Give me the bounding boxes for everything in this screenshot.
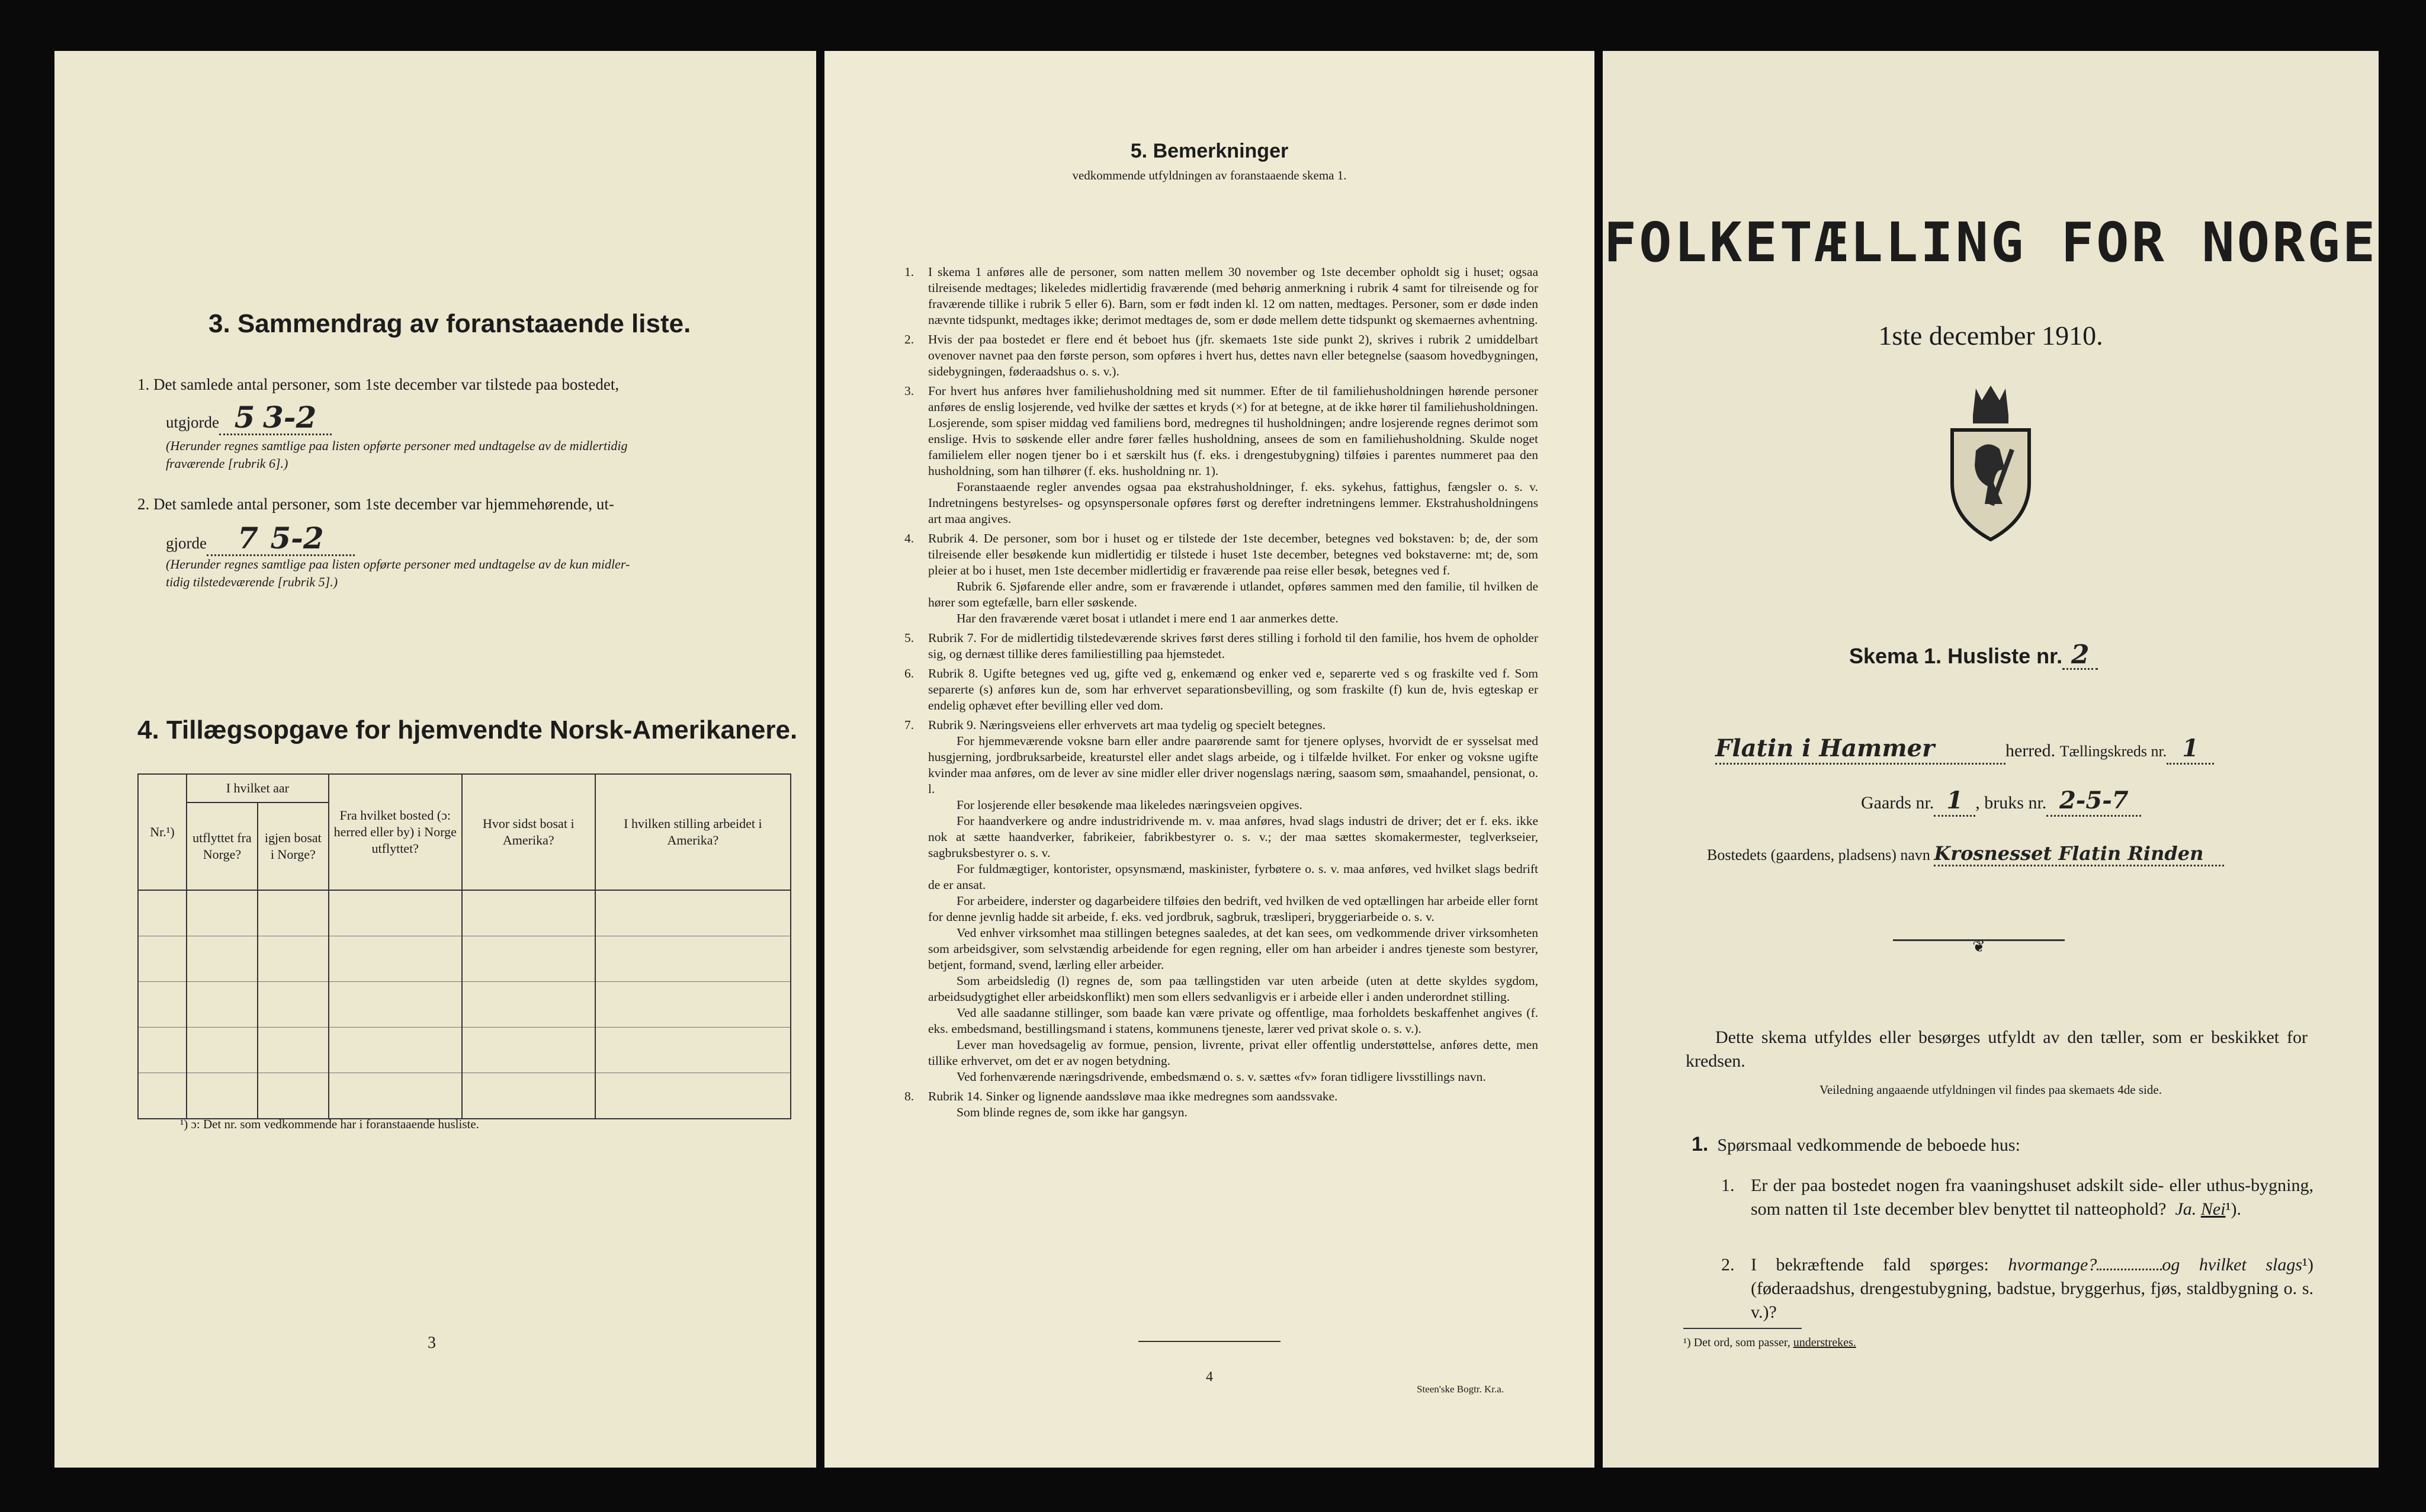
q1-note: (Herunder regnes samtlige paa listen opførte personer med undtagelse av de midlertidig fraværende [rubrik 6].)	[166, 438, 628, 471]
q2-value-field[interactable]: 7 5-2	[207, 527, 355, 556]
q1-value-field[interactable]: 5 3-2	[219, 406, 332, 435]
remark-paragraph: Foranstaaende regler anvendes ogsaa paa ekstrahusholdninger, f. eks. sykehus, fattighus, fængsler o. s. v. Indretningens bestyrelses- og opsynspersonale opføres først og derefter indretningens lemmer. Ekstrahusholdningens art maa angives.	[928, 480, 1538, 526]
remark-number: 8.	[904, 1089, 914, 1103]
remark-paragraph: Ved alle saadanne stillinger, som baade kan være private og offentlige, maa forholdets beskaffenhet angives (f. eks. embedsmand, bestillingsmand i statens, kommunens tjeneste, lærer ved privat skole o. s. v.).	[928, 1006, 1538, 1036]
bruks-field[interactable]: 2-5-7	[2046, 789, 2141, 817]
question-1: 1. Er der paa bostedet nogen fra vaaningshuset adskilt side- eller uthus-bygning, som natten til 1ste december blev benyttet til natteophold? Ja. Nei¹).	[1721, 1176, 2313, 1219]
page-3	[54, 51, 816, 1468]
main-title: FOLKETÆLLING FOR NORGE	[1603, 211, 2378, 274]
q2-answer-line	[166, 521, 355, 556]
col-nr: Nr.¹)	[138, 774, 187, 890]
bosted-line: Bostedets (gaardens, pladsens) navn Krosnesset Flatin Rinden	[1707, 842, 2224, 866]
col-group-aar: I hvilket aar	[187, 774, 329, 802]
remark-paragraph: For arbeidere, inderster og dagarbeidere tilføies den bedrift, ved hvilken de ved optællingen har arbeide eller fornt for denne jevnlig hadde sit arbeide, f. eks. ved jordbruk, sagbruk, træsliperi, bryggeriarbeide o. s. v.	[928, 894, 1538, 924]
page-4	[824, 51, 1594, 1468]
coat-of-arms-icon	[1940, 383, 2041, 542]
answer-nei[interactable]: Nei	[2200, 1199, 2226, 1219]
table-row	[138, 890, 791, 936]
footnote-divider	[1683, 1328, 1802, 1329]
remark-paragraph: Rubrik 6. Sjøfarende eller andre, som er fraværende i utlandet, opføres sammen med den familie, til hvilken de hører som egtefælle, barn eller søskende.	[928, 579, 1538, 609]
kreds-field[interactable]: 1	[2167, 737, 2214, 765]
hvormange-field[interactable]	[2097, 1269, 2162, 1270]
remark-paragraph: Ved forhenværende næringsdrivende, embedsmænd o. s. v. sættes «fv» foran tidligere livsstillings navn.	[957, 1070, 1486, 1084]
remark-number: 2.	[904, 332, 914, 346]
section-4-footnote: ¹) ɔ: Det nr. som vedkommende har i foranstaaende husliste.	[180, 1117, 479, 1131]
remark-number: 5.	[904, 631, 914, 645]
remark-paragraph: Som blinde regnes de, som ikke har gangsyn.	[957, 1105, 1188, 1119]
remark-item	[904, 383, 1538, 527]
intro-text: Dette skema utfyldes eller besørges utfyldt av den tæller, som er beskikket for kredsen.	[1686, 1028, 2308, 1071]
q2-text: 2. Det samlede antal personer, som 1ste december var hjemmehørende, ut-	[137, 495, 614, 513]
page-1-cover	[1603, 51, 2379, 1468]
q2-prefix: gjorde	[166, 534, 207, 552]
gaards-field[interactable]: 1	[1934, 789, 1975, 817]
schema-line: Skema 1. Husliste nr. 2	[1849, 643, 2098, 670]
remark-item	[904, 264, 1538, 328]
remark-item	[904, 717, 1538, 1085]
ornament-icon: ❦	[1972, 938, 1985, 955]
remark-item	[904, 666, 1538, 714]
remark-paragraph: Hvis der paa bostedet er flere end ét beboet hus (jfr. skemaets 1ste side punkt 2), skrives i rubrik 2 umiddelbart ovenover navnet paa den første person, som opføres i hvert hus, dettes navn eller betegnelse (saasom hovedbygningen, sidebygningen, føderaadshus o. s. v.).	[928, 332, 1538, 378]
remark-number: 4.	[904, 531, 914, 545]
remark-paragraph: Rubrik 8. Ugifte betegnes ved ug, gifte ved g, enkemænd og enker ved e, separerte ved s og fraskilte ved f. Som separerte (s) anføres kun de, som har erhvervet separationsbevilling, og som fraskilte (f) kun de, hvis egteskap er endelig ophævet efter bevilling eller ved dom.	[928, 666, 1538, 712]
remark-number: 3.	[904, 384, 914, 398]
page-number: 3	[428, 1334, 436, 1352]
census-date: 1ste december 1910.	[1878, 320, 2103, 351]
remark-number: 6.	[904, 666, 914, 680]
questions-heading: 1. Spørsmaal vedkommende de beboede hus:	[1692, 1133, 2020, 1155]
remark-paragraph: Rubrik 7. For de midlertidig tilstedeværende skrives først deres stilling i forhold til den familie, hos hvem de opholder sig, og dernæst tillike deres familiestilling paa hjemstedet.	[928, 631, 1538, 661]
remark-paragraph: Rubrik 9. Næringsveiens eller erhvervets art maa tydelig og specielt betegnes.	[928, 718, 1326, 732]
remark-paragraph: For fuldmægtiger, kontorister, opsynsmænd, maskinister, fyrbøtere o. s. v. maa anføres, ved hvilket slags bedrift de er ansat.	[928, 862, 1538, 892]
remark-paragraph: Lever man hovedsagelig av formue, pension, livrente, privat eller offentlig understøttelse, anføres dette, men tillike erhvervet, om det er av nogen betydning.	[928, 1038, 1538, 1068]
bemerkninger-subtitle: vedkommende utfyldningen av foranstaaende skema 1.	[1072, 168, 1347, 182]
remark-number: 1.	[904, 265, 914, 279]
norsk-amerikanere-table	[137, 773, 791, 1119]
printer-mark: Steen'ske Bogtr. Kr.a.	[1417, 1383, 1504, 1395]
col-stilling: I hvilken stilling arbeidet i Amerika?	[595, 774, 791, 890]
remark-number: 7.	[904, 718, 914, 732]
remark-paragraph: Ved enhver virksomhet maa stillingen betegnes saaledes, at det kan sees, om vedkommende driver virksomheten som arbeidsgiver, som selvstændig arbeidende for egen regning, eller om han arbeider i andres tjeneste som bestyrer, betjent, formand, svend, lærling eller arbeider.	[928, 926, 1538, 972]
remark-paragraph: Rubrik 4. De personer, som bor i huset og er tilstede der 1ste december, betegnes ved bokstaven: b; de, der som tilreisende eller besøkende kun midlertidig er tilstede i huset 1ste december, betegnes ved bokstaverne: mt; de, som pleier at bo i huset, men 1ste december midlertidig er fraværende paa reise eller besøk, betegnes ved f.	[928, 531, 1538, 577]
q1-answer-line	[166, 400, 332, 435]
divider	[1138, 1341, 1281, 1342]
col-igjen-bosat: igjen bosat i Norge?	[258, 802, 329, 890]
bemerkninger-title: 5. Bemerkninger	[1130, 140, 1289, 162]
remark-item	[904, 630, 1538, 662]
remark-item	[904, 1089, 1538, 1121]
remark-paragraph: Rubrik 14. Sinker og lignende aandssløve maa ikke medregnes som aandssvake.	[928, 1089, 1338, 1103]
bosted-field[interactable]: Krosnesset Flatin Rinden	[1934, 842, 2224, 866]
col-hvor-bosat: Hvor sidst bosat i Amerika?	[462, 774, 595, 890]
table-row	[138, 982, 791, 1028]
footnote: ¹) Det ord, som passer, understrekes.	[1683, 1336, 1856, 1349]
remark-paragraph: For hvert hus anføres hver familiehusholdning med sit nummer. Efter de til familiehusholdningen hørende personer anføres de enslig losjerende, ved hvilke der sættes et kryds (×) for at betegne, at de ikke hører til familiehusholdningen. Losjerende, som spiser middag ved familiens bord, medregnes til husholdningen; andre losjerende regnes derimot som enslige. Hvis to søskende eller andre fører fælles husholdning, ansees de som en familiehusholdning. Skulde noget familielem eller nogen tjener bo i et særskilt hus (f. eks. i drengestubygning) tilføies i parentes nummeret paa den husholdning, som han tilhører (f. eks. husholdning nr. 1).	[928, 384, 1538, 478]
gaards-line: Gaards nr. 1 , bruks nr. 2-5-7	[1861, 789, 2141, 817]
table-row	[138, 936, 791, 982]
q2-note: (Herunder regnes samtlige paa listen opførte personer med undtagelse av de kun midler- tidig tilstedeværende [rubrik 5].)	[166, 557, 630, 589]
table-row	[138, 1073, 791, 1119]
question-2: 2. I bekræftende fald spørges: hvormange? og hvilket slags¹) (føderaadshus, drengestubygning, badstue, bryggerhus, fjøs, staldbygning o. s. v.)?	[1721, 1255, 2314, 1322]
table-row	[138, 1028, 791, 1073]
herred-field[interactable]: Flatin i Hammer	[1715, 737, 2005, 765]
remark-paragraph: For haandverkere og andre industridrivende m. v. maa anføres, hvad slags industri de driver; det er f. eks. ikke nok at sætte haandverker, fabrikeier, fabrikbestyrer o. s. v.; der maa sættes skomakermester, teglverkseier, sagbruksbestyrer o. s. v.	[928, 814, 1538, 860]
remark-paragraph: Som arbeidsledig (l) regnes de, som paa tællingstiden var uten arbeide (uten at dette skyldes sygdom, arbeidsudygtighet eller arbeidskonflikt) men som ellers sedvanligvis er i arbeide eller i anden underordnet stilling.	[928, 974, 1538, 1004]
remark-item	[904, 332, 1538, 380]
page-number: 4	[1206, 1369, 1213, 1385]
remark-paragraph: For hjemmeværende voksne barn eller andre paarørende samt for tjenere oplyses, hvorvidt de er sysselsat med husgjerning, jordbruksarbeide, kreaturstel eller andet slags arbeide, og i tilfælde hvilket. For enker og voksne ugifte kvinder maa anføres, om de lever av sine midler eller driver nogenslags næring, saasom søm, smaahandel, pensionat, o. l.	[928, 734, 1538, 796]
remark-paragraph: For losjerende eller besøkende maa likeledes næringsveien opgives.	[957, 798, 1302, 812]
remark-paragraph: I skema 1 anføres alle de personer, som natten mellem 30 november og 1ste december opholdt sig i huset; ogsaa tilreisende medtages; likeledes midlertidig fraværende (med behørig anmerkning i rubrik 4 samt for tilreisende og for fraværende tillike i rubrik 5 eller 6). Barn, som er født inden kl. 12 om natten, medtages. Personer, som er døde inden nævnte tidspunkt, medtages ikke; derimot medtages de, som er døde mellem dette tidspunkt og skemaernes avhentning.	[928, 265, 1538, 327]
section-4-title: 4. Tillægsopgave for hjemvendte Norsk-Amerikanere.	[137, 715, 798, 744]
col-fra-bosted: Fra hvilket bosted (ɔ: herred eller by) i Norge utflyttet?	[329, 774, 462, 890]
col-utflyttet: utflyttet fra Norge?	[187, 802, 258, 890]
husliste-nr-field[interactable]: 2	[2062, 643, 2098, 670]
herred-line: Flatin i Hammer herred. Tællingskreds nr. 1	[1715, 737, 2214, 765]
veiledning-text: Veiledning angaaende utfyldningen vil findes paa skemaets 4de side.	[1820, 1083, 2162, 1097]
section-3-title: 3. Sammendrag av foranstaaende liste.	[208, 309, 691, 338]
remark-item	[904, 531, 1538, 627]
q1-prefix: utgjorde	[166, 413, 219, 431]
q1-text: 1. Det samlede antal personer, som 1ste december var tilstede paa bostedet,	[137, 375, 620, 393]
remark-paragraph: Har den fraværende været bosat i utlandet i mere end 1 aar anmerkes dette.	[957, 611, 1339, 625]
